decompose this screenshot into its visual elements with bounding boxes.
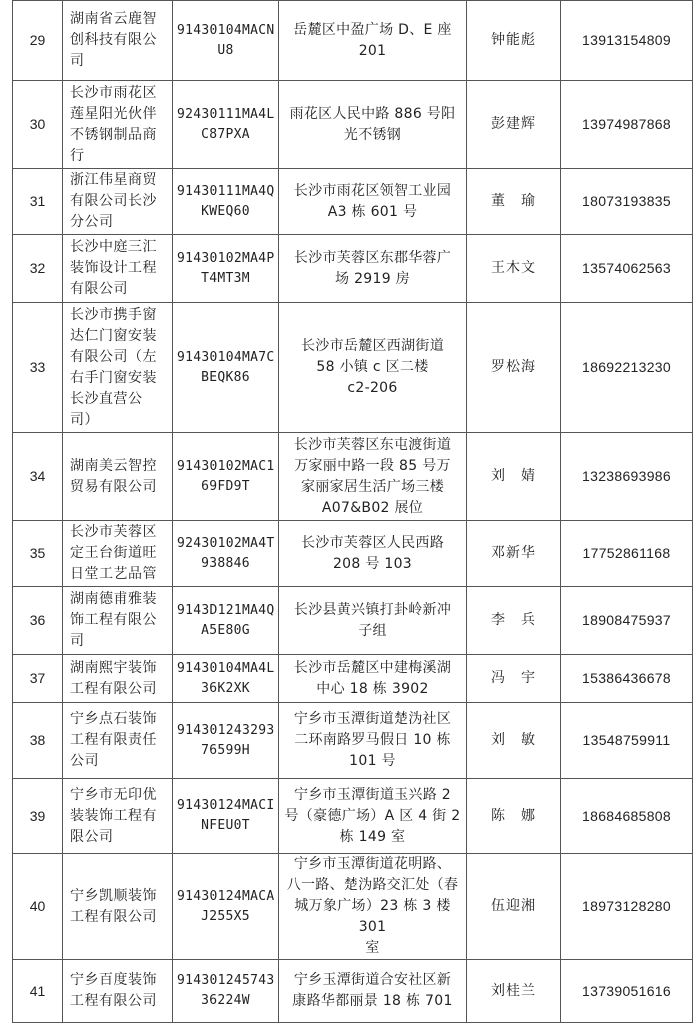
table-body: [13, 1, 693, 1023]
person-text: 冯 宇: [491, 670, 536, 686]
cell-person: [467, 1, 561, 81]
name-text: 宁乡点石装饰 工程有限责任 公司: [70, 711, 157, 769]
cell-person: [467, 521, 561, 587]
code-text: 91430104MA7C BEQK86: [177, 349, 275, 385]
cell-no: [13, 303, 63, 433]
cell-no: [13, 587, 63, 655]
addr-text: 岳麓区中盈广场 D、E 座 201: [293, 21, 452, 59]
enterprise-table: [12, 0, 693, 1023]
cell-addr: [279, 703, 467, 779]
table-row: [13, 235, 693, 303]
no-text: 38: [29, 732, 46, 748]
person-text: 王木文: [491, 260, 536, 276]
phone-text: 13574062563: [582, 260, 671, 276]
code-text: 91430102MAC1 69FD9T: [177, 458, 275, 494]
table-row: [13, 169, 693, 235]
code-text: 91430102MA4P T4MT3M: [177, 250, 275, 286]
cell-name: [63, 169, 173, 235]
cell-phone: [561, 1, 693, 81]
no-text: 35: [29, 545, 46, 561]
cell-person: [467, 779, 561, 854]
table-row: [13, 81, 693, 169]
cell-name: [63, 854, 173, 960]
cell-addr: [279, 779, 467, 854]
no-text: 29: [29, 32, 46, 48]
cell-person: [467, 81, 561, 169]
person-text: 伍迎湘: [491, 898, 536, 914]
addr-text: 长沙市芙蓉区人民西路 208 号 103: [301, 534, 444, 572]
no-text: 36: [29, 612, 46, 628]
code-text: 92430111MA4L C87PXA: [177, 106, 275, 142]
code-text: 91430124MACA J255X5: [177, 888, 275, 924]
cell-addr: [279, 1, 467, 81]
cell-no: [13, 655, 63, 703]
cell-addr: [279, 303, 467, 433]
no-text: 39: [29, 807, 46, 824]
person-text: 陈 娜: [491, 807, 536, 824]
person-text: 刘 敏: [491, 732, 536, 748]
no-text: 40: [29, 898, 46, 914]
no-text: 41: [29, 982, 46, 999]
cell-phone: [561, 854, 693, 960]
cell-name: [63, 655, 173, 703]
addr-text: 长沙市芙蓉区东郡华蓉广 场 2919 房: [293, 249, 452, 287]
phone-text: 17752861168: [582, 545, 671, 561]
name-text: 湖南省云鹿智 创科技有限公 司: [70, 11, 157, 69]
phone-text: 18073193835: [582, 193, 671, 209]
cell-name: [63, 521, 173, 587]
no-text: 33: [29, 359, 46, 375]
cell-no: [13, 521, 63, 587]
no-text: 30: [29, 116, 46, 132]
person-text: 罗松海: [491, 359, 536, 375]
cell-no: [13, 960, 63, 1023]
cell-person: [467, 854, 561, 960]
phone-text: 18692213230: [582, 359, 671, 375]
cell-name: [63, 960, 173, 1023]
cell-addr: [279, 854, 467, 960]
cell-code: [173, 960, 279, 1023]
name-text: 湖南美云智控 贸易有限公司: [70, 457, 157, 495]
name-text: 湖南德甫雅装 饰工程有限公司: [70, 591, 157, 649]
cell-phone: [561, 81, 693, 169]
cell-no: [13, 169, 63, 235]
person-text: 刘桂兰: [491, 982, 536, 999]
addr-text: 宁乡市玉潭街道花明路、 八一路、楚沩路交汇处（春 城万象广场）23 栋 3 楼 301 室: [286, 856, 459, 956]
cell-name: [63, 433, 173, 521]
table-row: [13, 521, 693, 587]
phone-text: 18684685808: [582, 807, 671, 824]
person-text: 董 瑜: [491, 193, 536, 209]
cell-phone: [561, 587, 693, 655]
cell-phone: [561, 169, 693, 235]
no-text: 32: [29, 260, 46, 276]
cell-person: [467, 960, 561, 1023]
addr-text: 长沙市雨花区领智工业园 A3 栋 601 号: [293, 182, 452, 220]
cell-addr: [279, 81, 467, 169]
table-row: [13, 779, 693, 854]
cell-name: [63, 587, 173, 655]
no-text: 31: [29, 193, 46, 209]
addr-text: 宁乡市玉潭街道楚沩社区 二环南路罗马假日 10 栋 101 号: [293, 711, 452, 769]
name-text: 长沙市雨花区 莲星阳光伙伴 不锈钢制品商 行: [70, 84, 157, 164]
no-text: 34: [29, 468, 46, 484]
cell-code: [173, 521, 279, 587]
name-text: 浙江伟星商贸 有限公司长沙 分公司: [70, 172, 157, 230]
cell-person: [467, 433, 561, 521]
cell-phone: [561, 779, 693, 854]
cell-code: [173, 703, 279, 779]
cell-addr: [279, 235, 467, 303]
table-row: [13, 960, 693, 1023]
phone-text: 13238693986: [582, 468, 671, 484]
cell-no: [13, 854, 63, 960]
table-row: [13, 433, 693, 521]
cell-code: [173, 235, 279, 303]
cell-code: [173, 779, 279, 854]
person-text: 刘 婧: [491, 468, 536, 484]
name-text: 宁乡凯顺装饰 工程有限公司: [70, 887, 157, 925]
name-text: 湖南熙宇装饰 工程有限公司: [70, 659, 157, 697]
cell-phone: [561, 303, 693, 433]
cell-phone: [561, 655, 693, 703]
code-text: 91430124MACI NFEU0T: [177, 798, 275, 833]
cell-no: [13, 1, 63, 81]
code-text: 914301245743 36224W: [177, 973, 275, 1008]
cell-code: [173, 587, 279, 655]
cell-no: [13, 433, 63, 521]
name-text: 长沙市芙蓉区 定王台街道旺 日堂工艺品管: [70, 524, 157, 582]
cell-person: [467, 703, 561, 779]
table-row: [13, 703, 693, 779]
code-text: 91430104MA4L 36K2XK: [177, 660, 275, 696]
cell-code: [173, 655, 279, 703]
cell-person: [467, 587, 561, 655]
cell-person: [467, 169, 561, 235]
phone-text: 13548759911: [582, 732, 671, 748]
code-text: 91430104MACN U8: [177, 22, 275, 58]
phone-text: 13913154809: [582, 32, 671, 48]
addr-text: 长沙市岳麓区中建梅溪湖 中心 18 栋 3902: [293, 659, 452, 697]
person-text: 邓新华: [491, 545, 536, 561]
phone-text: 18973128280: [582, 898, 671, 914]
code-text: 92430102MA4T 938846: [177, 535, 275, 571]
cell-addr: [279, 587, 467, 655]
addr-text: 宁乡市玉潭街道玉兴路 2 号（豪德广场）A 区 4 街 2 栋 149 室: [284, 786, 461, 845]
person-text: 李 兵: [491, 612, 536, 628]
cell-person: [467, 235, 561, 303]
cell-phone: [561, 235, 693, 303]
table-row: [13, 655, 693, 703]
cell-no: [13, 703, 63, 779]
cell-code: [173, 303, 279, 433]
cell-addr: [279, 433, 467, 521]
phone-text: 13974987868: [582, 116, 671, 132]
cell-addr: [279, 655, 467, 703]
code-text: 914301243293 76599H: [177, 722, 275, 758]
cell-no: [13, 81, 63, 169]
table-row: [13, 587, 693, 655]
cell-person: [467, 655, 561, 703]
cell-addr: [279, 169, 467, 235]
cell-code: [173, 433, 279, 521]
cell-no: [13, 235, 63, 303]
addr-text: 雨花区人民中路 886 号阳 光不锈钢: [289, 105, 456, 143]
name-text: 宁乡市无印优 装装饰工程有 限公司: [70, 786, 157, 845]
cell-phone: [561, 521, 693, 587]
cell-code: [173, 81, 279, 169]
no-text: 37: [29, 670, 46, 686]
person-text: 彭建辉: [491, 116, 536, 132]
phone-text: 13739051616: [582, 982, 671, 999]
table-row: [13, 303, 693, 433]
addr-text: 长沙市岳麓区西湖街道 58 小镇 c 区二楼 c2-206: [301, 338, 444, 396]
person-text: 钟能彪: [491, 32, 536, 48]
cell-name: [63, 779, 173, 854]
cell-name: [63, 81, 173, 169]
addr-text: 长沙县黄兴镇打卦岭新冲 子组: [293, 601, 452, 639]
cell-name: [63, 703, 173, 779]
cell-code: [173, 169, 279, 235]
table-row: [13, 854, 693, 960]
cell-phone: [561, 703, 693, 779]
name-text: 长沙市携手窗 达仁门窗安装 有限公司（左 右手门窗安装 长沙直营公 司）: [70, 306, 157, 428]
code-text: 9143D121MA4Q A5E80G: [177, 602, 275, 638]
table-row: [13, 1, 693, 81]
cell-phone: [561, 960, 693, 1023]
phone-text: 15386436678: [582, 670, 671, 686]
cell-code: [173, 1, 279, 81]
name-text: 长沙中庭三汇 装饰设计工程 有限公司: [70, 239, 157, 297]
cell-phone: [561, 433, 693, 521]
code-text: 91430111MA4Q KWEQ60: [177, 183, 275, 219]
phone-text: 18908475937: [582, 612, 671, 628]
cell-name: [63, 303, 173, 433]
cell-code: [173, 854, 279, 960]
addr-text: 长沙市芙蓉区东屯渡街道 万家丽中路一段 85 号万 家丽家居生活广场三楼 A07&B02 展位: [293, 436, 452, 516]
cell-no: [13, 779, 63, 854]
cell-name: [63, 235, 173, 303]
cell-person: [467, 303, 561, 433]
addr-text: 宁乡玉潭街道合安社区新 康路华都丽景 18 栋 701: [292, 972, 453, 1009]
cell-addr: [279, 960, 467, 1023]
cell-name: [63, 1, 173, 81]
name-text: 宁乡百度装饰 工程有限公司: [70, 972, 157, 1009]
cell-addr: [279, 521, 467, 587]
